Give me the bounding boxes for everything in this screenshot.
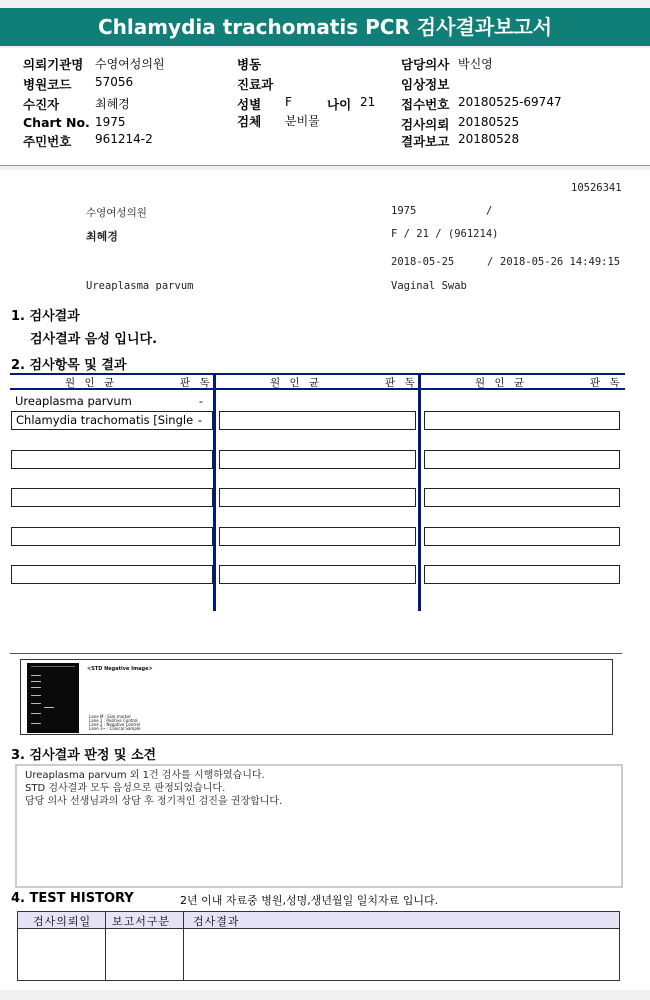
age-value: 21 — [360, 95, 376, 109]
report-date-sep: / — [487, 256, 494, 268]
result-cell-empty — [219, 527, 416, 546]
age-label: 나이 — [327, 97, 352, 112]
opinion-line-2: STD 검사결과 모두 음성으로 판정되었습니다. — [25, 783, 226, 794]
history-header-date: 검사의뢰일 — [33, 915, 92, 928]
doctor-value: 박신영 — [458, 57, 493, 71]
request-value: 20180525 — [458, 115, 520, 129]
col3-organism-header: 원 인 균 — [475, 377, 528, 389]
resident-label: 주민번호 — [23, 134, 72, 149]
result-cell-empty — [424, 450, 620, 469]
opinion-line-1: Ureaplasma parvum 외 1건 검사를 시행하였습니다. — [25, 770, 265, 781]
examinee-value: 최혜경 — [95, 97, 130, 111]
sex-label: 성별 — [237, 97, 262, 112]
institution-label: 의뢰기관명 — [23, 57, 84, 72]
result-row-2-name: Chlamydia trachomatis [Single — [16, 413, 194, 427]
section2-heading: 2. 검사항목 및 결과 — [11, 358, 127, 373]
resident-value: 961214-2 — [95, 132, 153, 146]
ward-label: 병동 — [237, 57, 262, 72]
result-cell-empty — [11, 565, 213, 584]
result-row-1-name: Ureaplasma parvum — [15, 394, 132, 408]
result-cell-empty — [11, 488, 213, 507]
report-number: 10526341 — [571, 182, 622, 194]
doctor-label: 담당의사 — [401, 57, 450, 72]
result-cell-empty — [219, 565, 416, 584]
grid-divider-2 — [418, 373, 421, 611]
report-institution: 수영여성의원 — [86, 207, 147, 219]
report-specimen: Vaginal Swab — [391, 280, 467, 292]
gel-image-box — [20, 659, 613, 735]
history-header-result: 검사결과 — [193, 915, 240, 928]
result-cell-empty — [424, 565, 620, 584]
dept-label: 진료과 — [237, 77, 274, 92]
clinical-label: 임상정보 — [401, 77, 450, 92]
section1-result: 검사결과 음성 입니다. — [30, 332, 158, 347]
result-cell-empty — [219, 488, 416, 507]
col3-judge-header: 판 독 — [590, 377, 623, 389]
hospital-code-value: 57056 — [95, 75, 134, 89]
report-date-label: 결과보고 — [401, 134, 450, 149]
reception-value: 20180525-69747 — [458, 95, 562, 109]
report-date-value: 20180528 — [458, 132, 520, 146]
section-divider — [10, 653, 622, 654]
sex-value: F — [285, 95, 292, 109]
col1-judge-header: 판 독 — [180, 377, 213, 389]
opinion-line-3: 담당 의사 선생님과의 상담 후 정기적인 검진을 권장합니다. — [25, 796, 283, 807]
report-date-to: 2018-05-26 14:49:15 — [500, 256, 621, 268]
institution-value: 수영여성의원 — [95, 57, 165, 71]
report-body — [0, 170, 650, 990]
header-info-panel — [0, 48, 650, 166]
specimen-label: 검체 — [237, 114, 262, 129]
report-patient-name: 최혜경 — [86, 230, 118, 243]
result-cell-empty — [424, 411, 620, 430]
history-table — [17, 911, 620, 981]
history-header-type: 보고서구분 — [112, 915, 171, 928]
col2-judge-header: 판 독 — [385, 377, 418, 389]
report-title: Chlamydia trachomatis PCR 검사결과보고서 — [0, 8, 650, 46]
result-grid — [10, 373, 625, 611]
result-row-2 — [11, 411, 213, 430]
report-test-name: Ureaplasma parvum — [86, 280, 194, 292]
hospital-code-label: 병원코드 — [23, 77, 72, 92]
col2-organism-header: 원 인 균 — [270, 377, 323, 389]
chart-value: 1975 — [95, 115, 126, 129]
result-row-1-judge: - — [198, 394, 203, 408]
result-cell-empty — [11, 527, 213, 546]
result-row-2-judge: - — [197, 413, 202, 427]
report-slash: / — [486, 205, 493, 217]
gel-electrophoresis-image — [27, 663, 79, 733]
gel-legend-3: Lane 2 : Negative Control — [89, 722, 141, 727]
history-note: 2년 이내 자료중 병원,성명,생년월일 일치자료 입니다. — [180, 894, 439, 907]
result-cell-empty — [424, 527, 620, 546]
section4-heading: 4. TEST HISTORY — [11, 891, 134, 906]
specimen-value: 분비물 — [285, 114, 320, 128]
report-date-from: 2018-05-25 — [391, 256, 455, 268]
section3-heading: 3. 검사결과 판정 및 소견 — [11, 748, 157, 763]
reception-label: 접수번호 — [401, 97, 450, 112]
grid-divider-1 — [213, 373, 216, 611]
result-cell-empty — [424, 488, 620, 507]
col1-organism-header: 원 인 균 — [65, 377, 118, 389]
gel-legend-1: Lane M : Size marker — [89, 714, 132, 719]
chart-label: Chart No. — [23, 115, 90, 130]
result-cell-empty — [219, 450, 416, 469]
result-cell-empty — [11, 450, 213, 469]
gel-image-caption: <STD Negative Image> — [87, 666, 153, 672]
report-sex-age-birth: F / 21 / (961214) — [391, 228, 499, 240]
section1-heading: 1. 검사결과 — [11, 309, 80, 324]
opinion-box — [15, 764, 623, 888]
gel-legend-4: Lane 3~ : Clinical Sample — [89, 726, 141, 731]
report-chart-no: 1975 — [391, 205, 417, 217]
request-label: 검사의뢰 — [401, 117, 450, 132]
examinee-label: 수진자 — [23, 97, 60, 112]
gel-legend-2: Lane 1 : Positive Control — [89, 718, 138, 723]
result-row-1 — [11, 393, 213, 412]
result-cell-empty — [219, 411, 416, 430]
